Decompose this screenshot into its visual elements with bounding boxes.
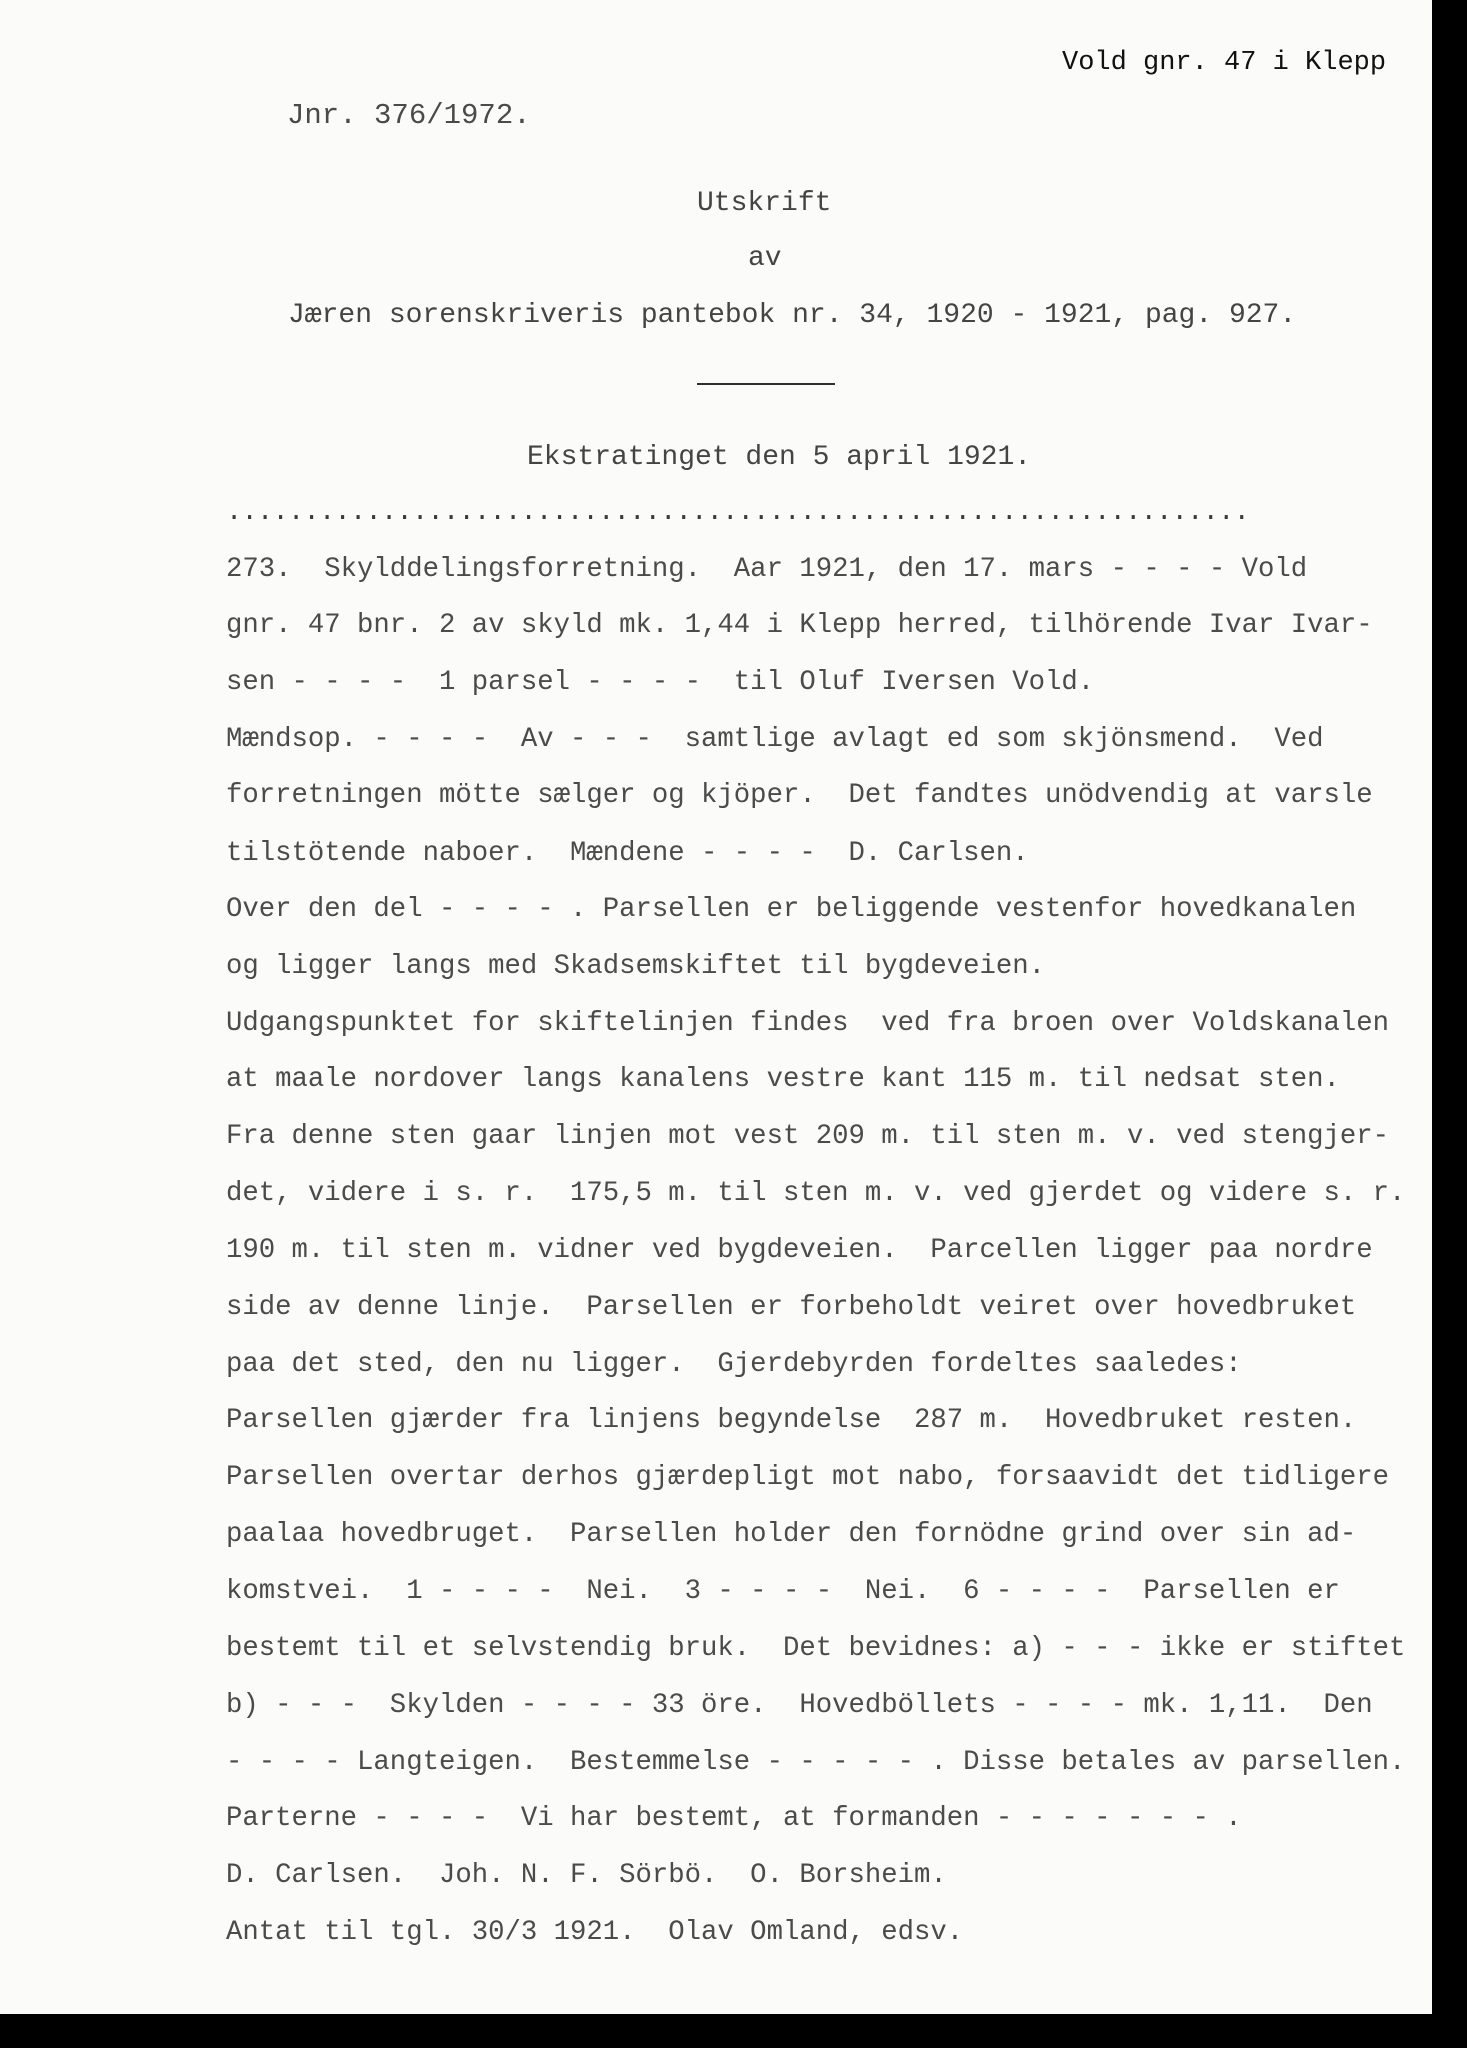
body-line: Parsellen overtar derhos gjærdepligt mot nabo, forsaavidt det tidligere: [226, 1462, 1390, 1493]
body-line: paalaa hovedbruget. Parsellen holder den fornödne grind over sin ad-: [226, 1519, 1357, 1550]
body-line: Parterne - - - - Vi har bestemt, at formanden - - - - - - - .: [226, 1803, 1242, 1834]
title-line-1: Utskrift: [697, 188, 832, 219]
body-line: tilstötende naboer. Mændene - - - - D. Carlsen.: [226, 838, 1029, 869]
body-line: 273. Skylddelingsforretning. Aar 1921, den 17. mars - - - - Vold: [226, 554, 1308, 585]
title-underline: [697, 383, 835, 385]
body-line: det, videre i s. r. 175,5 m. til sten m. v. ved gjerdet og videre s. r.: [226, 1178, 1406, 1209]
body-line: paa det sted, den nu ligger. Gjerdebyrden fordeltes saaledes:: [226, 1349, 1242, 1380]
body-line: Antat til tgl. 30/3 1921. Olav Omland, edsv.: [226, 1917, 964, 1948]
body-line: Parsellen gjærder fra linjens begyndelse 287 m. Hovedbruket resten.: [226, 1405, 1357, 1436]
body-line: bestemt til et selvstendig bruk. Det bevidnes: a) - - - ikke er stiftet: [226, 1633, 1406, 1664]
body-line: - - - - Langteigen. Bestemmelse - - - - - . Disse betales av parsellen.: [226, 1747, 1406, 1778]
body-line: Udgangspunktet for skiftelinjen findes ved fra broen over Voldskanalen: [226, 1008, 1390, 1039]
body-line: D. Carlsen. Joh. N. F. Sörbö. O. Borsheim.: [226, 1860, 947, 1891]
session-heading: Ekstratinget den 5 april 1921.: [527, 442, 1032, 473]
body-line: at maale nordover langs kanalens vestre kant 115 m. til nedsat sten.: [226, 1064, 1340, 1095]
body-line: Fra denne sten gaar linjen mot vest 209 m. til sten m. v. ved stengjer-: [226, 1121, 1390, 1152]
body-line: Over den del - - - - . Parsellen er beliggende vestenfor hovedkanalen: [226, 894, 1357, 925]
body-line: 190 m. til sten m. vidner ved bygdeveien. Parcellen ligger paa nordre: [226, 1235, 1373, 1266]
property-label: Vold gnr. 47 i Klepp: [1062, 48, 1387, 78]
body-line: side av denne linje. Parsellen er forbeholdt veiret over hovedbruket: [226, 1292, 1357, 1323]
body-line: b) - - - Skylden - - - - 33 öre. Hovedböllets - - - - mk. 1,11. Den: [226, 1690, 1373, 1721]
body-line: forretningen mötte sælger og kjöper. Det fandtes unödvendig at varsle: [226, 780, 1373, 811]
dotted-separator: ..................................................................: [226, 498, 1250, 528]
body-line: sen - - - - 1 parsel - - - - til Oluf Iversen Vold.: [226, 667, 1095, 698]
body-line: komstvei. 1 - - - - Nei. 3 - - - - Nei. 6 - - - - Parsellen er: [226, 1576, 1340, 1607]
body-line: Mændsop. - - - - Av - - - samtlige avlagt ed som skjönsmend. Ved: [226, 724, 1324, 755]
body-line: og ligger langs med Skadsemskiftet til bygdeveien.: [226, 951, 1046, 982]
title-line-3: Jæren sorenskriveris pantebok nr. 34, 1920 - 1921, pag. 927.: [288, 300, 1297, 331]
body-line: gnr. 47 bnr. 2 av skyld mk. 1,44 i Klepp herred, tilhörende Ivar Ivar-: [226, 610, 1373, 641]
title-line-2: av: [748, 243, 782, 274]
journal-number: Jnr. 376/1972.: [287, 99, 531, 132]
